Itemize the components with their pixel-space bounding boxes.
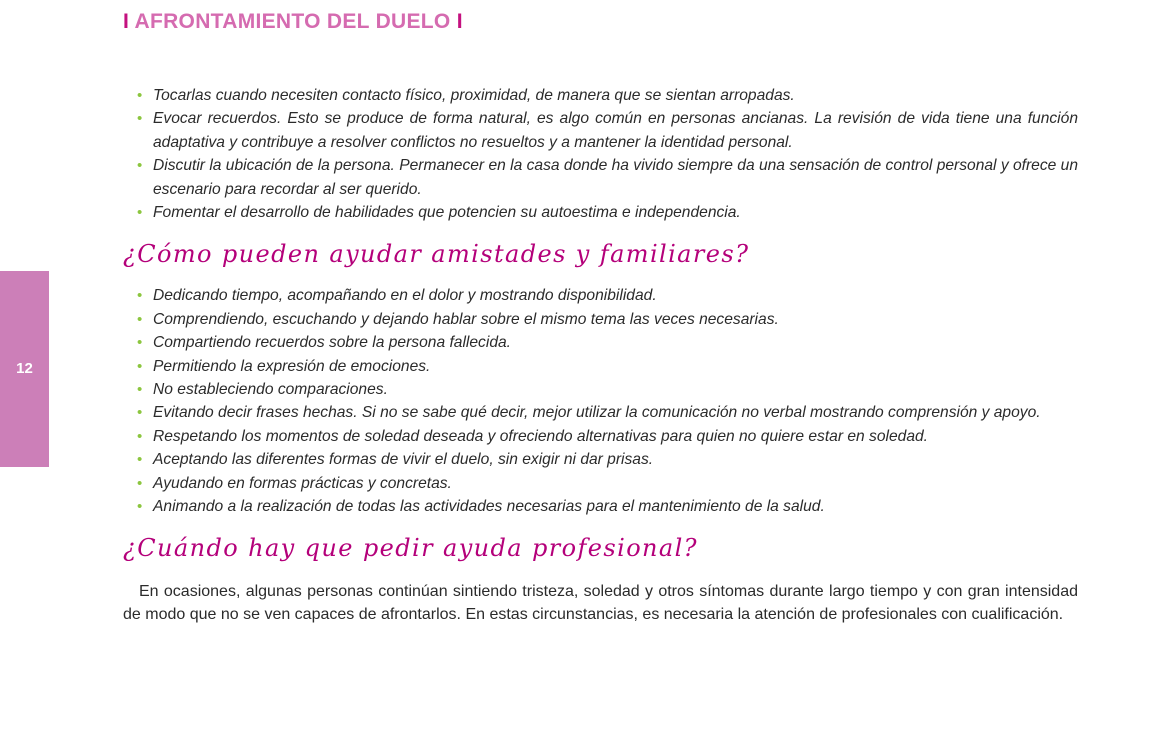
list-item-text: Evocar recuerdos. Esto se produce de forma natural, es algo común en personas ancianas. La revisión de vida tiene una función adaptativa y contribuye a resolver conflictos no resueltos y a mantener la identidad personal. <box>153 110 1078 151</box>
list-item <box>123 331 1078 354</box>
bullet-icon: • <box>137 474 143 492</box>
list-item-text: Dedicando tiempo, acompañando en el dolor y mostrando disponibilidad. <box>153 287 657 305</box>
running-header <box>123 10 463 34</box>
list-item <box>123 401 1078 424</box>
bullet-icon: • <box>137 427 143 445</box>
page-number: 12 <box>16 360 33 377</box>
list-item <box>123 448 1078 471</box>
bullet-icon: • <box>137 334 143 352</box>
list-item-text: Animando a la realización de todas las actividades necesarias para el mantenimiento de la salud. <box>153 498 825 516</box>
list-item <box>123 308 1078 331</box>
header-title: AFRONTAMIENTO DEL DUELO <box>134 10 451 33</box>
list-item <box>123 472 1078 495</box>
list-item-text: Discutir la ubicación de la persona. Permanecer en la casa donde ha vivido siempre da una sensación de control personal y ofrece un escenario para recordar al ser querido. <box>153 157 1078 198</box>
list-item <box>123 284 1078 307</box>
list-item <box>123 355 1078 378</box>
list-item-text: Tocarlas cuando necesiten contacto físico, proximidad, de manera que se sientan arropadas. <box>153 87 795 104</box>
bullet-icon: • <box>137 157 143 175</box>
list-item-text: Comprendiendo, escuchando y dejando hablar sobre el mismo tema las veces necesarias. <box>153 310 779 328</box>
header-bar-left: I <box>123 10 130 33</box>
list-item-text: No estableciendo comparaciones. <box>153 381 388 399</box>
bullet-icon: • <box>137 357 143 375</box>
list-item <box>123 425 1078 448</box>
list-item-text: Compartiendo recuerdos sobre la persona fallecida. <box>153 334 511 352</box>
list-friends-family <box>123 284 1078 518</box>
bullet-icon: • <box>137 287 143 305</box>
list-support-elderly <box>123 84 1078 224</box>
list-item-text: Evitando decir frases hechas. Si no se sabe qué decir, mejor utilizar la comunicación no verbal mostrando comprensión y apoyo. <box>153 404 1041 422</box>
list-item-text: Fomentar el desarrollo de habilidades que potencien su autoestima e independencia. <box>153 204 741 222</box>
bullet-icon: • <box>137 310 143 328</box>
section-title-professional-help: ¿Cuándo hay que pedir ayuda profesional? <box>123 533 698 562</box>
list-item <box>123 495 1078 518</box>
list-item-text: Respetando los momentos de soledad deseada y ofreciendo alternativas para quien no quiere estar en soledad. <box>153 427 929 445</box>
professional-help-paragraph: En ocasiones, algunas personas continúan sintiendo tristeza, soledad y otros síntomas durante largo tiempo y con gran intensidad de modo que no se ven capaces de afrontarlos. En estas circunstancias, es necesaria la atención de profesionales con cualificación. <box>123 582 1078 623</box>
bullet-icon: • <box>137 204 143 222</box>
bullet-icon: • <box>137 451 143 469</box>
list-item-text: Permitiendo la expresión de emociones. <box>153 357 431 375</box>
list-item <box>123 201 1078 224</box>
list-item <box>123 378 1078 401</box>
bullet-icon: • <box>137 381 143 399</box>
list-item <box>123 107 1078 154</box>
header-bar-right: I <box>456 10 463 33</box>
page-content <box>123 84 1078 626</box>
bullet-icon: • <box>137 404 143 422</box>
list-item <box>123 154 1078 201</box>
list-item <box>123 84 1078 107</box>
bullet-icon: • <box>137 498 143 516</box>
list-item-text: Aceptando las diferentes formas de vivir el duelo, sin exigir ni dar prisas. <box>153 451 654 469</box>
list-item-text: Ayudando en formas prácticas y concretas. <box>153 474 452 492</box>
bullet-icon: • <box>137 87 143 104</box>
bullet-icon: • <box>137 110 143 128</box>
section-title-friends-family: ¿Cómo pueden ayudar amistades y familiares? <box>123 240 750 269</box>
